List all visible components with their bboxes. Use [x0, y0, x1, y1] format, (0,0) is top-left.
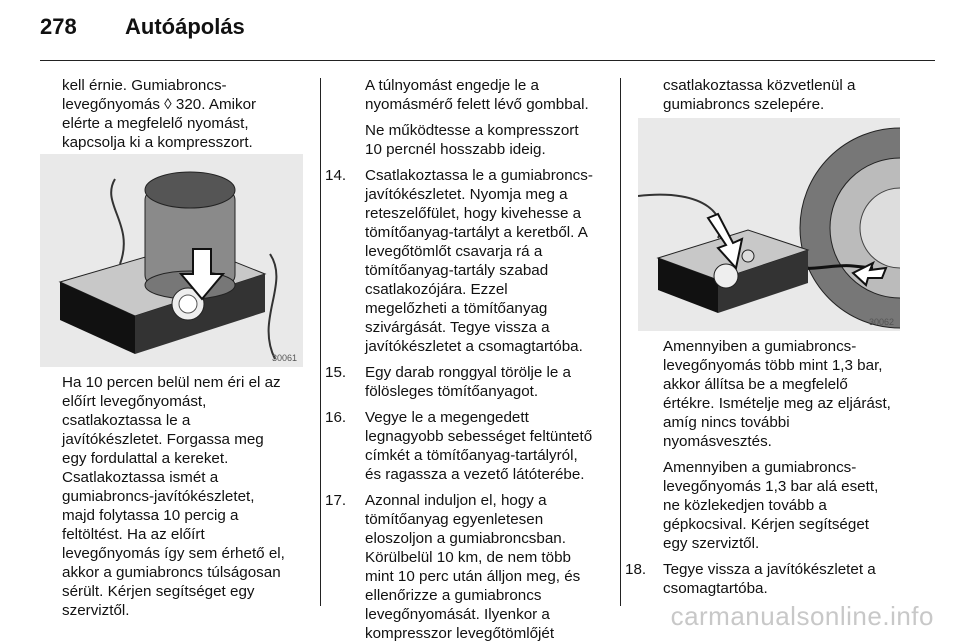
list-item: 15. Egy darab ronggyal törölje le a fölösleges tömítőanyagot.: [325, 364, 572, 400]
figure-number: 30062: [868, 317, 894, 327]
col2-lead: A túlnyomást engedje le a nyomásmérő felett lévő gombbal.: [365, 77, 589, 113]
wheel-compressor-illustration: [638, 118, 900, 331]
wheel-compressor-drawing: [638, 118, 900, 331]
column-2: [325, 76, 615, 643]
col1-intro: kell érnie. Gumiabroncs- levegőnyomás ◊ 320. Amikor elérte a megfelelő nyomást, kapcsolja ki a kompresszort.: [62, 77, 257, 151]
column-3: [625, 76, 915, 114]
list-item: 16. Vegye le a megengedett legnagyobb sebességet feltüntető címkét a tömítőanyag-tartályról, és ragassza a vezető látóterébe.: [325, 409, 593, 483]
compressor-illustration: [40, 154, 303, 367]
col3-paragraph-1: Amennyiben a gumiabroncs- levegőnyomás több mint 1,3 bar, akkor állítsa be a megfelelő értékre. Ismételje meg az eljárást, amíg nincs további nyomásvesztés.: [663, 338, 891, 450]
header-rule: [40, 60, 935, 61]
column-1: [62, 76, 312, 152]
watermark: carmanualsonline.info: [670, 601, 934, 631]
compressor-drawing: [40, 154, 303, 367]
col3-paragraph-2: Amennyiben a gumiabroncs- levegőnyomás 1,3 bar alá esett, ne közlekedjen tovább a gépkocsival. Kérjen segítséget egy szerviztől.: [663, 459, 879, 552]
column-divider: [320, 78, 321, 606]
figure-number: 30061: [271, 353, 297, 363]
list-item: 17. Azonnal induljon el, hogy a tömítőanyag egyenletesen eloszoljon a gumiabroncsban. Körülbelül 10 km, de nem több mint 10 perc után álljon meg, és ellenőrizze a gumiabroncs levegőnyomását. Ilyenkor a kompresszor levegőtömlőjét: [325, 492, 581, 642]
col3-lead: csatlakoztassa közvetlenül a gumiabroncs szelepére.: [663, 77, 856, 113]
col1-paragraph: Ha 10 percen belül nem éri el az előírt levegőnyomást, csatlakoztassa le a javítókészletet. Forgassa meg egy fordulattal a kereket. Csatlakoztassa ismét a gumiabroncs-javítókészletet, majd folytassa 10 percig a feltöltést. Ha az előírt levegőnyomás így sem érhető el, akkor a gumiabroncs túlságosan sérült. Kérjen segítséget egy szerviztől.: [62, 374, 285, 619]
column-divider: [620, 78, 621, 606]
col3-body: [625, 337, 925, 598]
page-title: Autóápolás: [125, 14, 245, 39]
list-item: 14. Csatlakoztassa le a gumiabroncs- javítókészletet. Nyomja meg a reteszelőfület, hogy kivehesse a tömítőanyag-tartályt a keretből. A levegőtömlőt csavarja rá a tömítőanyag-tartály szabad csatlakozójára. Ezzel megelőzheti a tömítőanyag szivárgását. Tegye vissza a javítókészletet a csomagtartóba.: [325, 167, 593, 355]
col2-lead2: Ne működtesse a kompresszort 10 percnél hosszabb ideig.: [365, 122, 579, 158]
page-number: 278: [40, 14, 77, 39]
list-item: 18. Tegye vissza a javítókészletet a csomagtartóba.: [625, 561, 876, 597]
